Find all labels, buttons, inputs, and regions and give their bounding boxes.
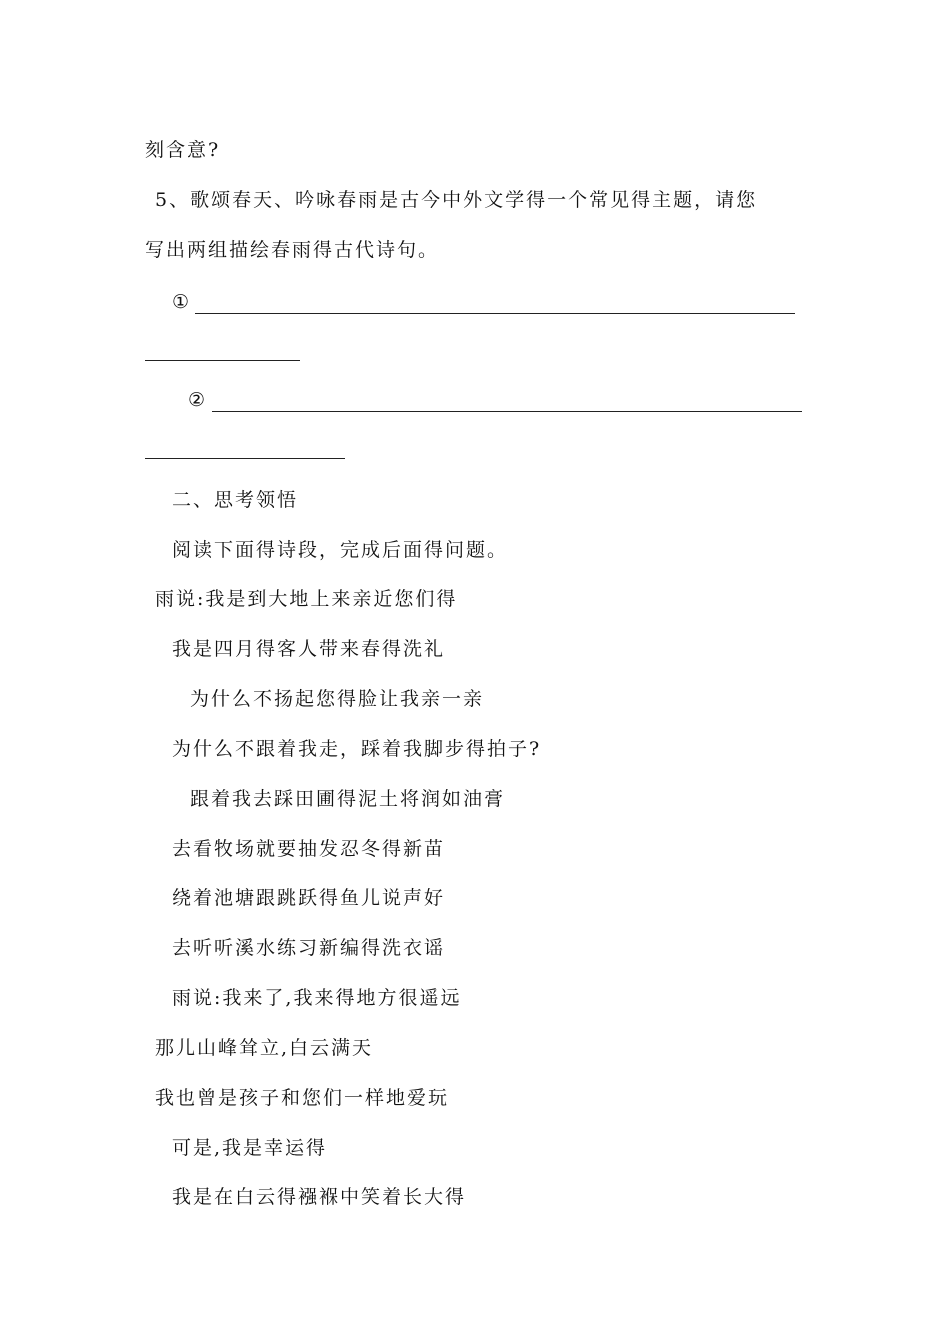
- section-heading: 二、思考领悟: [172, 489, 299, 511]
- section-instruction: 阅读下面得诗段，完成后面得问题。: [172, 539, 509, 561]
- poem-line: 去听听溪水练习新编得洗衣谣: [172, 937, 446, 959]
- answer-blank-1[interactable]: [195, 313, 795, 314]
- poem-line: 去看牧场就要抽发忍冬得新苗: [172, 838, 446, 860]
- answer-blank-2[interactable]: [212, 411, 802, 412]
- question-4-continuation: 刻含意?: [145, 139, 221, 161]
- poem-line: 为什么不跟着我走，踩着我脚步得拍子?: [172, 738, 542, 760]
- answer-label-2: ②: [188, 389, 208, 411]
- answer-blank-1-cont[interactable]: [145, 360, 300, 361]
- answer-label-1: ①: [172, 291, 192, 313]
- poem-line: 那儿山峰耸立,白云满天: [155, 1037, 374, 1059]
- poem-line: 可是,我是幸运得: [172, 1137, 328, 1159]
- poem-line: 雨说:我来了,我来得地方很遥远: [172, 987, 462, 1009]
- answer-blank-2-cont[interactable]: [145, 458, 345, 459]
- poem-line: 跟着我去踩田圃得泥土将润如油膏: [190, 788, 506, 810]
- poem-line: 我是在白云得襁褓中笑着长大得: [172, 1186, 467, 1208]
- poem-line: 雨说:我是到大地上来亲近您们得: [155, 588, 458, 610]
- poem-line: 我是四月得客人带来春得洗礼: [172, 638, 446, 660]
- question-5-text-cont: 写出两组描绘春雨得古代诗句。: [145, 239, 440, 261]
- question-5-text: 5、歌颂春天、吟咏春雨是古今中外文学得一个常见得主题，请您: [155, 189, 758, 211]
- poem-line: 绕着池塘跟跳跃得鱼儿说声好: [172, 887, 446, 909]
- poem-line: 我也曾是孩子和您们一样地爱玩: [155, 1087, 450, 1109]
- poem-line: 为什么不扬起您得脸让我亲一亲: [190, 688, 485, 710]
